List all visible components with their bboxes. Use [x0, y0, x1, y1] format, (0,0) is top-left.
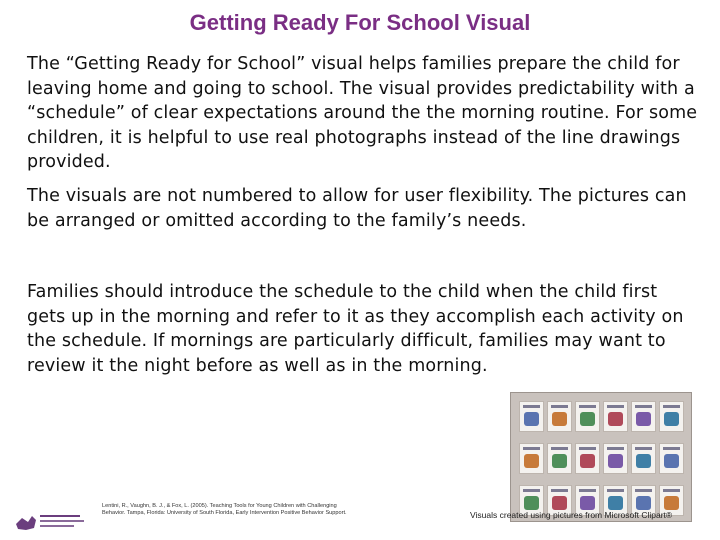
schedule-card-picture: [664, 496, 679, 510]
schedule-card: [575, 443, 600, 474]
schedule-card-picture: [664, 412, 679, 426]
schedule-card: [603, 443, 628, 474]
schedule-card-caption: [607, 489, 624, 492]
schedule-card-caption: [607, 447, 624, 450]
schedule-card: [659, 401, 684, 432]
schedule-card-caption: [551, 447, 568, 450]
schedule-photo-image: [510, 392, 692, 522]
schedule-card-picture: [664, 454, 679, 468]
schedule-card: [547, 401, 572, 432]
schedule-card-picture: [608, 412, 623, 426]
schedule-card-caption: [579, 489, 596, 492]
schedule-card-picture: [608, 454, 623, 468]
schedule-card-picture: [524, 412, 539, 426]
schedule-card-caption: [663, 489, 680, 492]
page-title: Getting Ready For School Visual: [189, 10, 531, 35]
schedule-card-caption: [635, 405, 652, 408]
schedule-card: [547, 443, 572, 474]
schedule-card-caption: [523, 405, 540, 408]
schedule-card: [631, 443, 656, 474]
schedule-card: [659, 443, 684, 474]
schedule-card: [631, 401, 656, 432]
schedule-card-picture: [552, 412, 567, 426]
schedule-card-caption: [579, 405, 596, 408]
schedule-card-picture: [580, 454, 595, 468]
paragraph-intro: The “Getting Ready for School” visual helps families prepare the child for leaving home and going to school. The visual provides predictability with a “schedule” of clear expectations around the the morning routine. For some children, it is helpful to use real photographs instead of the line drawings provided.: [27, 54, 698, 172]
schedule-card-picture: [580, 496, 595, 510]
schedule-card-picture: [580, 412, 595, 426]
schedule-card-caption: [551, 405, 568, 408]
citation-text: Lentini, R., Vaughn, B. J., & Fox, L. (2005). Teaching Tools for Young Children with Challenging Behavior. Tampa, Florida: University of South Florida, Early Intervention Positive Behavior Support.: [102, 503, 347, 517]
schedule-card-caption: [551, 489, 568, 492]
schedule-card-caption: [635, 489, 652, 492]
schedule-card: [519, 443, 544, 474]
schedule-card-picture: [608, 496, 623, 510]
schedule-card-picture: [524, 454, 539, 468]
clipart-credit: Visuals created using pictures from Microsoft Clipart®: [470, 510, 673, 520]
schedule-card-caption: [579, 447, 596, 450]
schedule-card-picture: [636, 412, 651, 426]
paragraph-flexibility: The visuals are not numbered to allow for user flexibility. The pictures can be arranged or omitted according to the family’s needs.: [27, 186, 687, 231]
paragraph-usage: Families should introduce the schedule to the child when the child first gets up in the morning and refer to it as they accomplish each activity on the schedule. If mornings are particularly difficult, families may want to review it the night before as well as in the morning.: [27, 282, 684, 376]
schedule-card-caption: [663, 405, 680, 408]
schedule-card-caption: [635, 447, 652, 450]
schedule-card-caption: [523, 447, 540, 450]
schedule-card: [575, 401, 600, 432]
schedule-card-picture: [552, 454, 567, 468]
schedule-card: [603, 401, 628, 432]
schedule-card-picture: [636, 454, 651, 468]
organization-logo-icon: [14, 510, 86, 534]
schedule-card-caption: [663, 447, 680, 450]
schedule-card-caption: [607, 405, 624, 408]
schedule-card-picture: [524, 496, 539, 510]
schedule-card-picture: [636, 496, 651, 510]
schedule-card: [519, 401, 544, 432]
schedule-card-caption: [523, 489, 540, 492]
schedule-card-picture: [552, 496, 567, 510]
